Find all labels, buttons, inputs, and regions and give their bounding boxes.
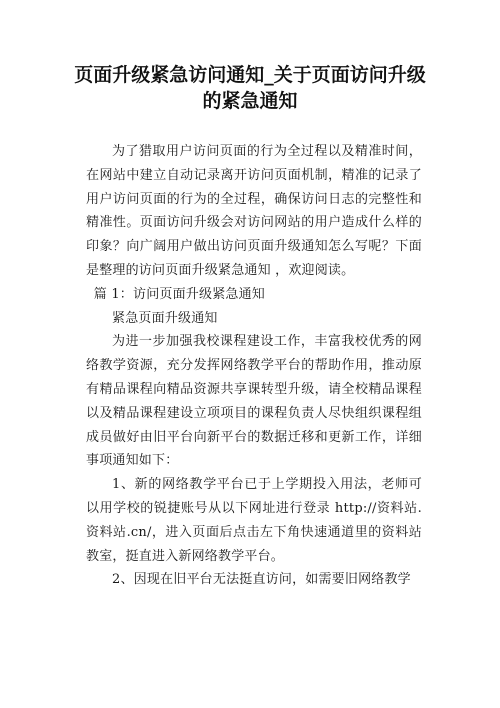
notice-item-1: 1、新的网络教学平台已于上学期投入用法，老师可以用学校的锐捷账号从以下网址进行登录 http://资料站.资料站.cn/，进入页面后点击左下角快速通道里的资料站教室，挺直进入新网络教学平台。 — [86, 477, 422, 564]
intro-paragraph: 为了猎取用户访问页面的行为全过程以及精准时间，在网站中建立自动记录离开访问页面机制，精准的记录了用户访问页面的行为的全过程，确保访问日志的完整性和精准性。页面访问升级会对访问网站的用户造成什么样的印象？向广阔用户做出访问页面升级通知怎么写呢？下面是整理的访问页面升级紧急通知 ，欢迎阅读。 — [86, 144, 422, 278]
notice-item-2: 2、因现在旧平台无法挺直访问，如需要旧网络教学 — [112, 572, 411, 588]
notice-heading: 紧急页面升级通知 — [112, 310, 218, 326]
page-title — [40, 62, 460, 114]
title-line-2: 的紧急通知 — [202, 90, 298, 112]
section-heading: 篇 1：访问页面升级紧急通知 — [93, 286, 266, 302]
notice-paragraph: 为进一步加强我校课程建设工作，丰富我校优秀的网络教学资源，充分发挥网络教学平台的帮助作用，推动原有精品课程向精品资源共享课转型升级，请全校精品课程以及精品课程建设立项项目的课程负责人尽快组织课程组成员做好由旧平台向新平台的数据迁移和更新工作，详细事项通知如下： — [86, 334, 422, 469]
document-body — [86, 140, 422, 592]
title-line-1: 页面升级紧急访问通知_关于页面访问升级 — [74, 64, 426, 86]
